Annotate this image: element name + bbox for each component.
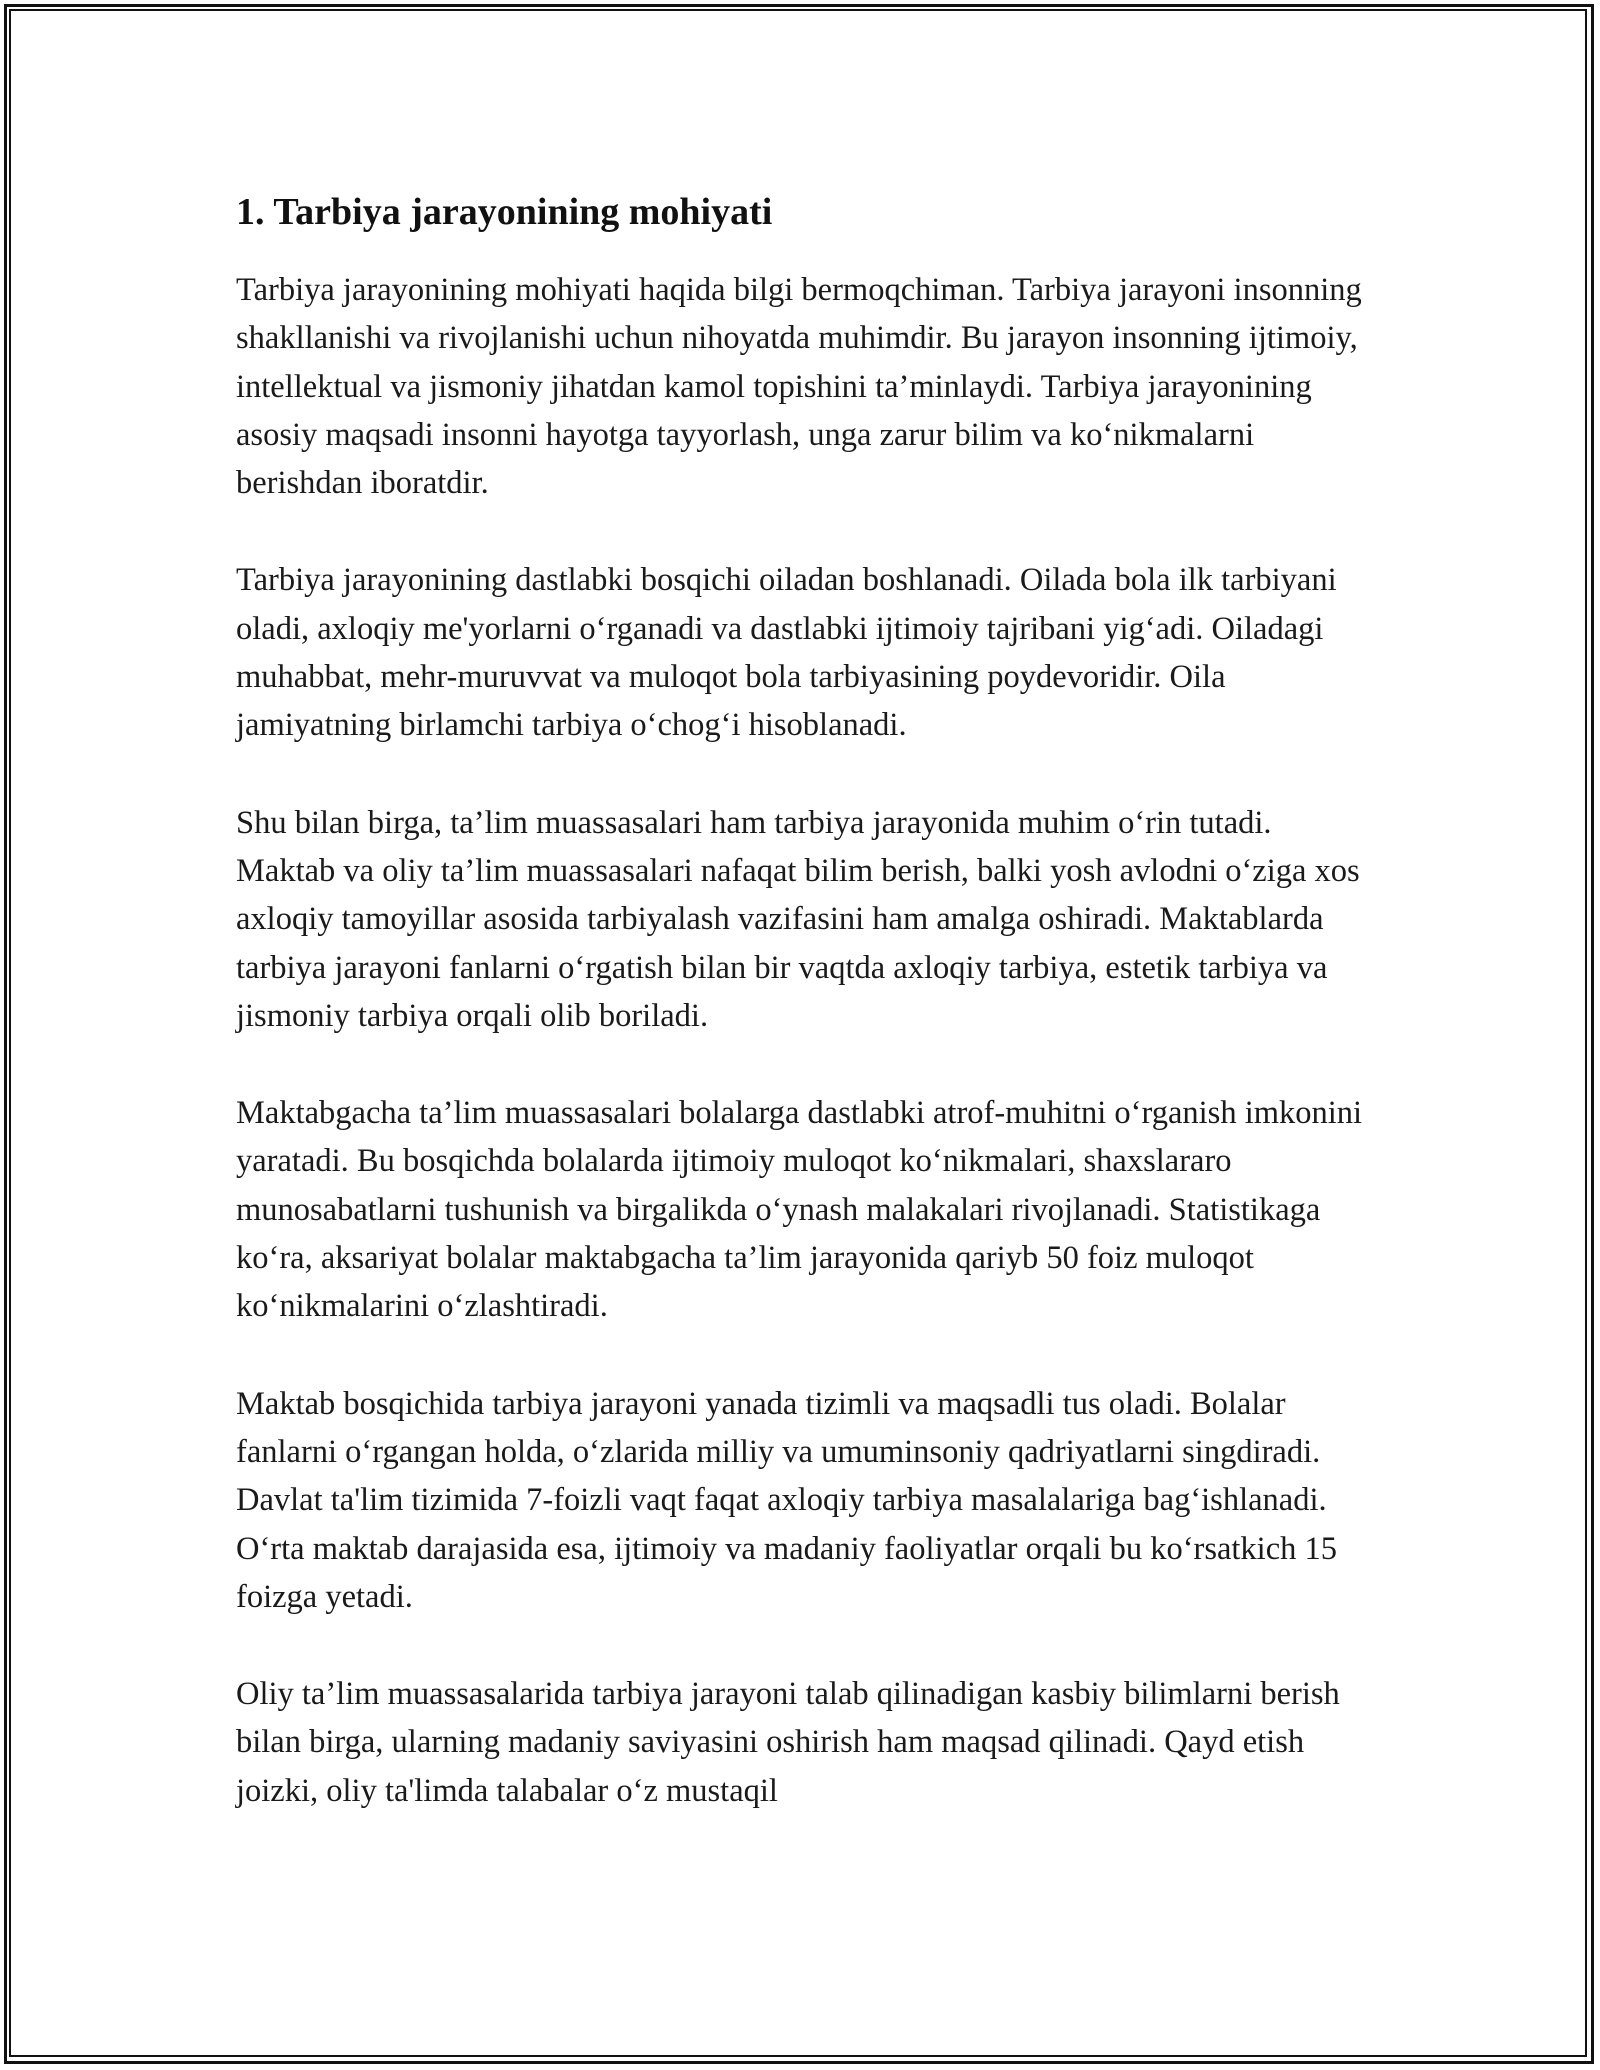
paragraph: Maktabgacha ta’lim muassasalari bolalarga dastlabki atrof-muhitni o‘rganish imkonini yaratadi. Bu bosqichda bolalarda ijtimoiy muloqot ko‘nikmalari, shaxslararo munosabatlarni tushunish va birgalikda o‘ynash malakalari rivojlanadi. Statistikaga ko‘ra, aksariyat bolalar maktabgacha ta’lim jarayonida qariyb 50 foiz muloqot ko‘nikmalarini o‘zlashtiradi. [236,1095,1363,1325]
paragraph: Maktab bosqichida tarbiya jarayoni yanada tizimli va maqsadli tus oladi. Bolalar fanlarni o‘rgangan holda, o‘zlarida milliy va umuminsoniy qadriyatlarni singdiradi. Davlat ta'lim tizimida 7-foizli vaqt faqat axloqiy tarbiya masalalariga bag‘ishlanadi. O‘rta maktab darajasida esa, ijtimoiy va madaniy faoliyatlar orqali bu ko‘rsatkich 15 foizga yetadi. [236,1385,1338,1615]
paragraph: Oliy ta’lim muassasalarida tarbiya jarayoni talab qilinadigan kasbiy bilimlarni berish bilan birga, ularning madaniy saviyasini oshirish ham maqsad qilinadi. Qayd etish joizki, oliy ta'limda talabalar o‘z mustaqil [236,1676,1340,1809]
paragraph: Tarbiya jarayonining mohiyati haqida bilgi bermoqchiman. Tarbiya jarayoni insonning shakllanishi va rivojlanishi uchun nihoyatda muhimdir. Bu jarayon insonning ijtimoiy, intellektual va jismoniy jihatdan kamol topishini ta’minlaydi. Tarbiya jarayonining asosiy maqsadi insonni hayotga tayyorlash, unga zarur bilim va ko‘nikmalarni berishdan iboratdir. [236,272,1362,502]
section-heading: 1. Tarbiya jarayonining mohiyati [236,191,773,233]
paragraph: Tarbiya jarayonining dastlabki bosqichi oiladan boshlanadi. Oilada bola ilk tarbiyani oladi, axloqiy me'yorlarni o‘rganadi va dastlabki ijtimoiy tajribani yig‘adi. Oiladagi muhabbat, mehr-muruvvat va muloqot bola tarbiyasining poydevoridir. Oila jamiyatning birlamchi tarbiya o‘chog‘i hisoblanadi. [236,562,1337,744]
document-body [236,186,1376,1864]
paragraph: Shu bilan birga, ta’lim muassasalari ham tarbiya jarayonida muhim o‘rin tutadi. Maktab va oliy ta’lim muassasalari nafaqat bilim berish, balki yosh avlodni o‘ziga xos axloqiy tamoyillar asosida tarbiyalash vazifasini ham amalga oshiradi. Maktablarda tarbiya jarayoni fanlarni o‘rgatish bilan bir vaqtda axloqiy tarbiya, estetik tarbiya va jismoniy tarbiya orqali olib boriladi. [236,804,1360,1034]
